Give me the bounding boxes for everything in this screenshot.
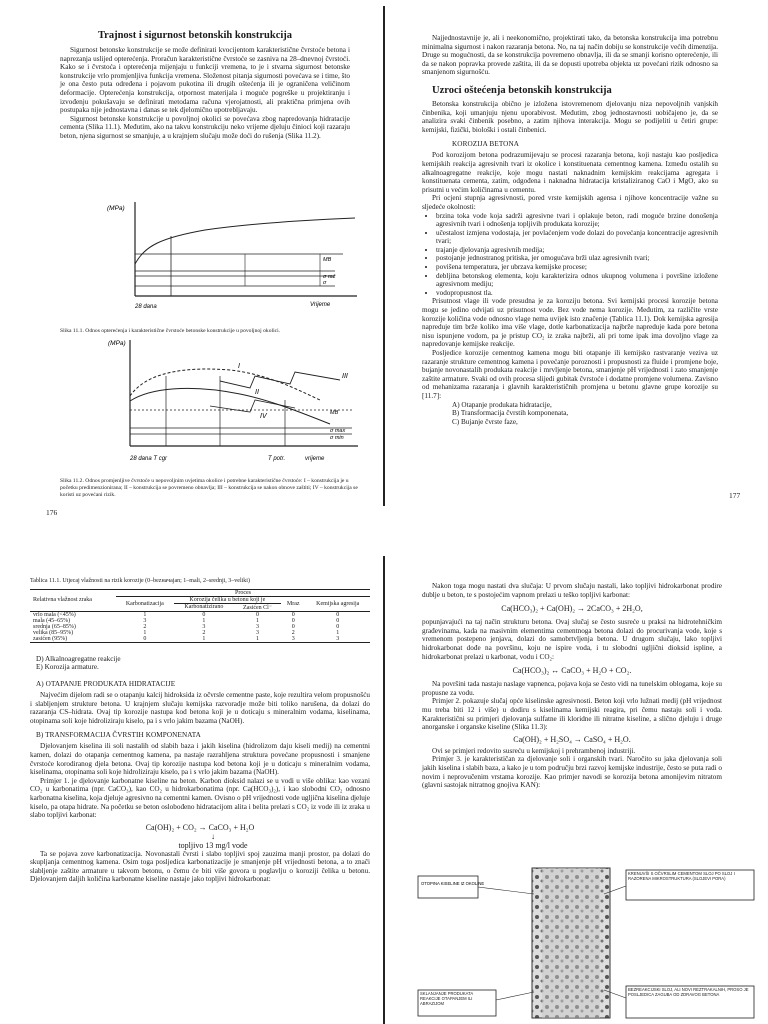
- table-cell: 2: [143, 623, 147, 630]
- page-number-177: 177: [729, 491, 741, 500]
- page-176-title: Trajnost i sigurnost betonskih konstrukcija: [97, 30, 293, 41]
- fig2-sigma-min: σ min: [330, 435, 344, 441]
- page-176-para2: Sigurnost betonske konstrukcije u povoljnoj okolici se povećava zbog napredovanja hidratacije cementa (Slika 11.1). Međutim, ako na takvu konstrukciju neko vrijeme djeluju činioci koji razaraju beton, njena sigurnost se smanjuje, a u krajnjem slučaju može doći do rušenja (Slika 11.2).: [60, 114, 350, 140]
- fig3-label-3-text: SKLANJANJE PRODUKATA REAKCIJE OTAPANJEM ILI ABRAZIJOM: [420, 991, 473, 1007]
- page-179-para3: Na površini tada nastaju naslage vapnenca, pojava koja se često vidi na tunelskim oblogama, koje su propusne za vodu.: [422, 680, 722, 697]
- table-cell: 1: [256, 617, 259, 624]
- table-cell: 1: [336, 629, 340, 636]
- equation-1: Ca(OH)₂ + CO₂ → CaCO₃ + H₂O: [145, 822, 255, 832]
- table-cell: 1: [202, 617, 206, 624]
- figure-11-3-concrete-core: [404, 864, 764, 1022]
- page-177-para5: Prisutnost vlage ili vode presudna je za koroziju betona. Svi kemijski procesi korozije betona mogu se jedino odvijati uz prisutnost vode. Bez vode nema korozije. Međutim, za različite vrste korozije količina vode odnosno vlage nema uvijek isto značenje (Tablica 11.1). Dok kemijska agresija napreduje tim brže koliko ima više vlage, dotle karbonatizacija najbrže napreduje kada pore betona nisu ispunjene vodom, pa je pristup CO₂ iz zraka najbrži, ali pri tome ipak ima dovoljno vlage za napredovanje kemijske reakcije.: [422, 297, 718, 349]
- table-cell: 3: [143, 617, 147, 624]
- fig2-label-I: I: [238, 363, 240, 370]
- equation-2: Ca(HCO₃)₂ + Ca(OH)₂ → 2CaCO₃ + 2H₂O,: [501, 604, 643, 614]
- bullet-list: [422, 212, 718, 298]
- table-cell: 1: [256, 635, 259, 642]
- table-header-chem: Kemijska agresija: [316, 600, 360, 607]
- fig2-ylabel: (MPa): [108, 340, 126, 347]
- fig3-label-4-text: BEZREAKCIJSKI SLOJ, ALI NOVI REZTRAKALNIH, PROSO JE POSLJEDICA ZAGUBA OD ZDRAVOG BETONA: [628, 987, 749, 998]
- page-177-para1: Najjednostavnije je, ali i neekonomično, projektirati tako, da betonska konstrukcija ima potrebnu minimalna sigurnost i nakon razaranja betona. No, na taj način dobiju se konstrukcije većih dimenzija. Druge su mogućnosti, da se konstrukcija povremeno obnavlja, ili da se smanji korisno opterećenje, ili da se nakon popravka provede zaštita, ili da se dopusti upotreba objekta uz povećani rizik odnosno sa smanjenom sigurnošću.: [422, 34, 718, 77]
- fig1-x-label: Vrijeme: [310, 302, 331, 308]
- table-cell: 3: [202, 623, 206, 630]
- table-cell: 0: [143, 635, 147, 642]
- table-cell: 0: [291, 611, 295, 618]
- list-item: • povišena temperatura, jer ubrzava kemijske procese;: [436, 263, 718, 272]
- fig2-x-label: vrijeme: [305, 456, 325, 462]
- fig1-mb: MB: [323, 257, 332, 263]
- equation-4: Ca(OH)₂ + H₂SO₄ → CaSO₄ + H₂O.: [513, 734, 631, 744]
- fig3-label-box-3: [418, 990, 534, 1016]
- fig1-sigma: σ: [323, 280, 327, 286]
- page-178: [0, 512, 384, 1024]
- list-item: A) Otapanje produkata hidratacije,: [452, 400, 552, 409]
- table-cell: 0: [336, 611, 340, 618]
- page-178-para-b2: Primjer 1. je djelovanje karbonatne kiseline na beton. Karbon dioksid nalazi se u vodi u više oblika: kao vezani CO₂ u karbonatima (npr. CaCO₃), kao CO₂ u hidrokarbonatima (npr. Ca(HCO₃)₂), i kao slobodni CO₂ odnosno karbonatna kiselina, koja djeluje agresivno na cementni kamen. Ovisno o pH vrijednosti vode ugljična kiselina djeluje kiselo, pa otapa hidrate. Na početku se beton oslobođeno hidratacijom alita i belita prelazi s CO₂ iz vode ili iz zraka u slabo topljivi karbonat:: [30, 776, 370, 820]
- table-header-process: Proces: [116, 589, 370, 596]
- fig2-label-III: III: [342, 373, 348, 380]
- fig2-x-ticks: 28 dana T cgr: [130, 456, 168, 462]
- table-header-carb: Karbonatizacija: [125, 600, 164, 607]
- table-cell: 0: [291, 623, 295, 630]
- table-cell: 3: [256, 629, 259, 636]
- page-178-para-b3: Ta se pojava zove karbonatizacija. Novonastali čvrsti i slabo topljivi spoj zauzima manji prostor, pa dolazi do skupljanja cementnog kamena. Osim toga posljedica karbonatizacije je smanjenje pH vrijednosti betona, a to znači slabljenje zaštite armature u takvom betonu, o čemu će biti više govora u poglavlju o koroziji čelika u betonu. Djelovanjem daljih količina karbonatne kiseline nastaje jako topljivi hidrokarbonat:: [30, 849, 370, 884]
- page-177-para2: Betonska konstrukcija obično je izložena istovremenom djelovanju niza nepovoljnih vanjskih činbenika, koji umanjuju njenu uporabivost. Međutim, zbog jednostavnosti uobičajeno je, da se analizira svaki činbenik posebno, a zatim njihova interakcija. Mogu se podijeliti u četiri grupe: kemijski, fizički, biološki i ostali činbenici.: [422, 99, 718, 134]
- page-177-title: Uzroci oštećenja betonskih konstrukcija: [432, 84, 612, 96]
- section-korozija-betona: KOROZIJA BETONA: [452, 140, 520, 149]
- page-178-para-a: Najvećim dijelom radi se o otapanju kalcij hidroksida iz očvrsle cementne paste, koje rezultira velom propusnošću i slabljenjem strukture betona. U krajnjem slučaju kemijska razvoradje može biti toliko narušena, da dolazi do razaranja CS–hidrata. Ovaj tip korozije nastupa kod betona koji je u doticaju s mineralnim vodama, kiselinama, otopinama soli koje hidroliziraju kiselo, pa i s vrlo jakim bazama (NaOH).: [30, 690, 370, 725]
- figure-11-2: [90, 336, 365, 474]
- fig2-sigma-max: σ max: [330, 428, 346, 434]
- table-header-humidity: Relativna vlažnost zraka: [33, 597, 92, 604]
- table-cell: 0: [336, 617, 340, 624]
- table-cell: mala (45–65%): [33, 617, 71, 624]
- table-cell: 3: [291, 635, 295, 642]
- table-header-steel-cl: Zasićen Cl⁻: [243, 604, 272, 611]
- fig2-label-IV: IV: [260, 413, 267, 420]
- table-cell: 3: [256, 623, 259, 630]
- fig1-caption: Slika 11.1. Odnos opterećenja i karakteristične čvrstoće betonske konstrukcije u povoljnoj okolici.: [60, 328, 281, 334]
- table-cell: 2: [291, 629, 295, 636]
- page-177-para4: Pri ocjeni stupnja agresivnosti, pored vrste kemijskih agensa i njihove koncentracije važne su sljedeće okolnosti:: [422, 194, 718, 211]
- fig3-label-box-1: [418, 876, 534, 898]
- page-179-para1: Nakon toga mogu nastati dva slučaja: U prvom slučaju nastali, lako topljivi hidrokarbonat prodire dublje u beton, te s postojećim vapnom prelazi u teško topljivi karbonat:: [422, 582, 722, 599]
- table-caption: Tablica 11.1. Utjecaj vlažnosti na rizik korozije (0–bezначajan; 1–mali, 2–srednji, 3–veliki): [30, 578, 250, 584]
- fig3-label-box-2: [604, 870, 754, 900]
- table-cell: srednja (65–85%): [33, 623, 76, 630]
- table-cell: 1: [143, 629, 147, 636]
- figure-11-1: [95, 196, 365, 322]
- page-179-para2: popunjavajući na taj način strukturu betona. Ovaj slučaj se često susreće u praksi na hidrotehničkim građevinama, kada na masivnim elementima cementnoga betona dolazi do procurivanja vode, koje s vremenom postepeno jenjava, dolazi do samobrtvljenja betona. U drugom slučaju, lako topljivi hidrokarbonat dođe na površinu, koju ne ispire voda, i tu slobodni ugljični dioksid ispline, a hidrokarbonat prelazi u karbonat, vodu i CO₂:: [422, 618, 722, 661]
- page-179-para6: Primjer 3. je karakterističan za djelovanje soli i organskih tvari. Naročito su jaka djelovanja soli jakih kiselina i slabih baza, a kako je u tom području brzi razvoj kemijske industrije, često se puta radi o novim i neprovučenim vrstama korozije. Kao primjer navodi se korozija betona amonijevim nitratom (glavni sastojak nitratnog gnojiva KAN):: [422, 755, 722, 790]
- list-item: C) Bujanje čvrste faze,: [452, 417, 518, 426]
- table-cell: 0: [202, 611, 206, 618]
- fig2-caption: Slika 11.2. Odnos promjenljive čvrstoće u nepovoljnim uvjetima okolice i potrebne karakteristične čvrstoće: I – konstrukcija je u početku predimenzionirana; II – konstrukcija se povremeno obnavlja; III – konstrukcija se nakon obnove zaštiti; IV – konstrukcija se koristi uz povećani rizik.: [60, 478, 358, 498]
- table-cell: zasićen (95%): [33, 635, 68, 642]
- page-number-176: 176: [46, 508, 58, 517]
- table-cell: 0: [256, 611, 259, 618]
- page-179-para5: Ovi se primjeri redovito susreću u kemijskoj i prehrambenoj industriji.: [432, 746, 636, 755]
- table-cell: 1: [143, 611, 147, 618]
- list-item: • trajanje djelovanja agresivnih medija;: [436, 246, 718, 255]
- page-176-para1: Sigurnost betonske konstrukcije se može definirati kvocijentom karakteristične čvrstoće betona i naprezanja uslijed opterećenja. Proračun karakteristične čvrstoće se zasniva na 28–dnevnoj čvrstoći. Kako se i čvrstoća i opterećenja mijenjaju u funkciji vremena, to je i stvarna sigurnost betonske konstrukcije vrlo promjenljiva funkcija vremena. Složenost pitanja sigurnosti povećava se i time, što je ona često puta određena i pojavom pukotina ili drugih oštećenja ili je ograničena veličinom deformacije. Opterećenja konstrukcija, otpornost materijala i moguće pogreške u projektiranju i izvođenju pokušavaju se definirati metodama računa vjerojatnosti, ali praktična primjena ovih postupaka nije jednostavna i danas se tek djelomično upotrebljavaju.: [60, 46, 350, 115]
- page-178-para-b1: Djelovanjem kiselina ili soli nastalih od slabih baza i jakih kiselina (hidrolizom daju kiseli medij) na cementni kamen, dolazi do otapanja cementnog kamena, pa nastaje razrahljena struktura povećane propusnosti i smanjene čvrstoće korodiranog djela betona. Ovaj tip korozije nastupa kod betona koji je u doticaju s mineralnim vodama, kiselinama, otopinama soli koje hidroliziraju kiselo, pa i s vrlo jakim bazama (NaOH).: [30, 742, 370, 777]
- equation-3: Ca(HCO₃)₂ ↔ CaCO₃ + H₂O + CO₂.: [512, 666, 632, 676]
- table-cell: velika (85–95%): [33, 629, 74, 636]
- list-item: • postojanje jednostranog pritiska, jer omogućava brži ulaz agresivnih tvari;: [436, 254, 718, 263]
- table-row: [30, 636, 370, 643]
- table-header-steel-carb: Karbonatizirano: [184, 604, 224, 611]
- fig2-label-II: II: [255, 389, 259, 396]
- list-item: E) Korozija armature.: [36, 663, 99, 672]
- section-otapanje: A) OTAPANJE PRODUKATA HIDRATACIJE: [36, 679, 176, 688]
- table-header-frost: Mraz: [286, 600, 300, 607]
- fig2-x-tick2: T potr.: [268, 456, 286, 462]
- page-179-para4: Primjer 2. pokazuje slučaj opće kiselinske agresivnosti. Beton koji vrlo lužnati medij (pH vrijednost mu treba biti 12 i više) u dodiru s kiselinama kemijski reagira, pri čemu nastaju soli i voda. Karakteristični su primjeri djelovanja sulfatne ili kloridne ili nitratne kiseline, a slično djeluju i druge anorganske i organske kiseline (Slika 11.3):: [422, 697, 722, 732]
- list-item: B) Transformacija čvrstih komponenata,: [452, 409, 569, 418]
- page-177-para3: Pod korozijom betona podrazumijevaju se procesi razaranja betona, koji nastaju kao posljedica kemijskih reakcija agresivnih tvari iz okolice i konstituenata cementnog kamena. Između ostalih su alkalnoagregatne reakcije, koje mogu nastati naknadnim kemijskim reakcijama agregata i konstituenata cementa, zatim, odgođena i naknadna hidratacija kristaliziranog CaO i MgO, ako su prisutni u većim količinama u cementu.: [422, 151, 718, 194]
- svg-text:OTOPINA KISELINE IZ OKOLINE: OTOPINA KISELINE IZ OKOLINE: [421, 881, 485, 886]
- table-cell: 1: [202, 635, 206, 642]
- equation-1-note: topljivo 13 mg/l vode: [178, 840, 248, 850]
- fig1-sigma-rac: σ rač: [323, 274, 336, 280]
- fig1-x-tick: 28 dana: [135, 304, 157, 310]
- list-item: • vodopropusnost tla.: [436, 289, 718, 298]
- table-cell: vrlo mala (<45%): [33, 611, 76, 618]
- list-item: • brzina toka vode koja sadrži agresivne tvari i oplakuje beton, radi moguće brzine donošenja agresivnih tvari i odnošenja topljivih produkata korozije;: [436, 212, 718, 229]
- page-176: [0, 0, 384, 517]
- page-177-para6: Posljedice korozije cementnog kamena mogu biti otapanje ili kemijsko rastvaranje veziva uz razaranje strukture cementnog kamena i povećanje poroznosti i propusnosti za fluide i promjene boje, bujanje novonastalih produkata reakcije i mrvljenje betona, smanjenje pH vrijednosti i zato smanjenje zaštite armature. Svaki od ovih procesa slijedi gubitak čvrstoće i dodatne promjene volumena. Zavisno od mehanizama razaranja i glavnih karakterističnih promjena u betonu glavne grupe korozije su [11.7]:: [422, 349, 718, 400]
- section-transformacija: B) TRANSFORMACIJA ČVRSTIH KOMPONENATA: [36, 731, 201, 740]
- fig3-label-2-text: KRENUVŠI S OČVRSLIM CEMENTOM SLOJ PO SLOJ I RAZORENA MIKROSTRUKTURA (SLOJEVI PORA): [628, 871, 735, 882]
- table-cell: 2: [202, 629, 206, 636]
- humidity-table: [30, 589, 370, 643]
- list-item: D) Alkalnoagregatne reakcije: [36, 654, 121, 663]
- fig1-ylabel: (MPa): [107, 205, 125, 212]
- table-cell: 0: [336, 623, 340, 630]
- list-item: • učestalost izmjena vodostaja, jer povlaćenjem vode dolazi do povećanja koncentracije agresivnih tvari;: [436, 229, 718, 246]
- list-item: • debljina betonskog elementa, koju karakterizira odnos ukupnog volumena i površine izložene agresivnom mediju;: [436, 272, 718, 289]
- page-179: [384, 512, 768, 1024]
- table-header-steel: Korozija čelika u betonu koji je: [174, 596, 281, 603]
- table-cell: 0: [291, 617, 295, 624]
- table-cell: 3: [336, 635, 340, 642]
- fig3-label-box-4: [604, 986, 754, 1018]
- fig2-mb: MB: [330, 410, 339, 416]
- page-177: [384, 0, 768, 512]
- equation-1-arrow: ↓: [211, 831, 215, 841]
